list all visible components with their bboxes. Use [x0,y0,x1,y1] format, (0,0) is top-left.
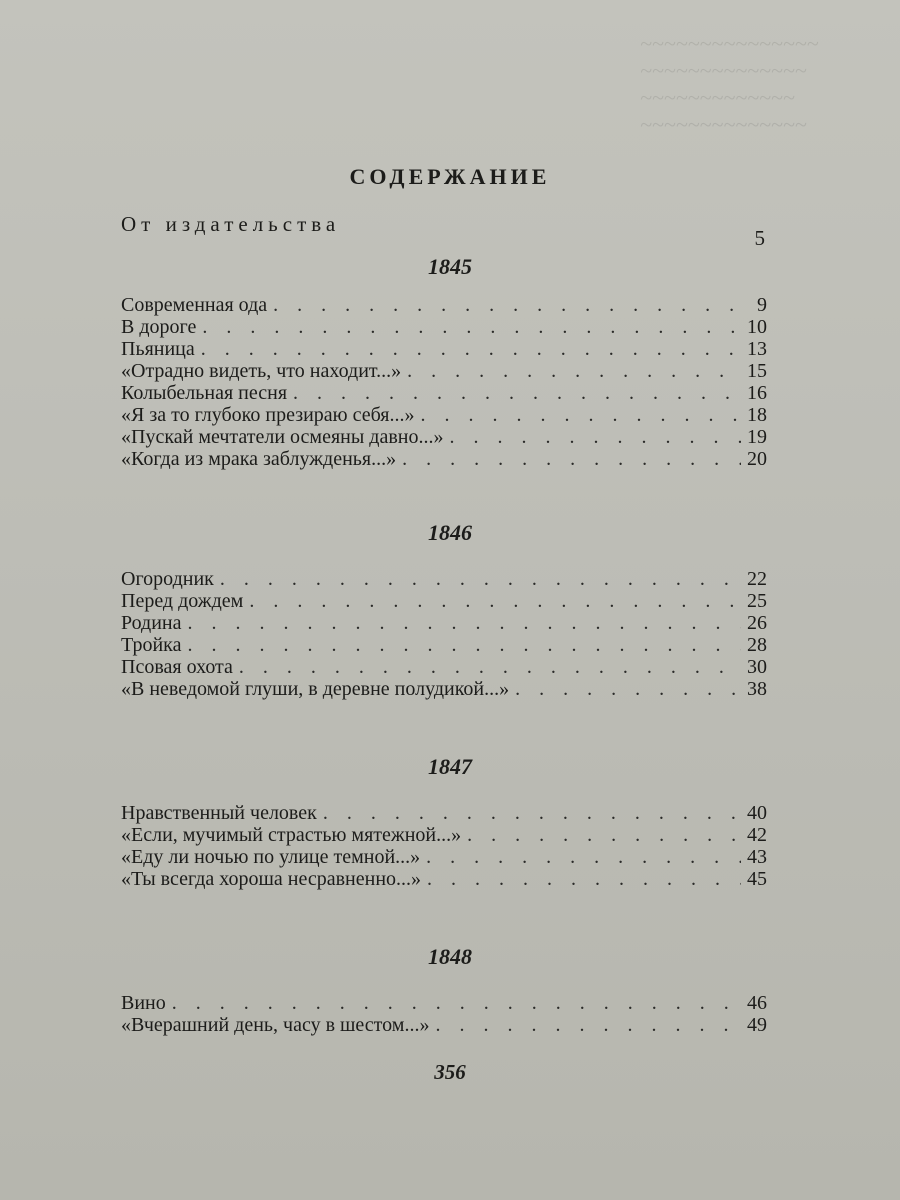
entry-title: «Ты всегда хороша несравненно...» [121,868,422,890]
entry-page: 10 [747,316,767,338]
page-number: 356 [434,1060,466,1084]
leader-dots [426,846,741,868]
entry-title: «Пускай мечтатели осмеяны давно...» [121,426,444,448]
entry-title: «Я за то глубоко презираю себя...» [121,404,415,426]
leader-dots [187,634,741,656]
toc-entry[interactable] [121,448,767,470]
entry-page: 18 [747,404,767,426]
bleed-through-text: ~~~~~~~~~~~~~~~ ~~~~~~~~~~~~~~ ~~~~~~~~~~~~~ ~~~~~~~~~~~~~~ [640,31,819,137]
toc-entry[interactable] [121,846,767,868]
entry-page: 46 [747,992,767,1014]
entry-title: Огородник [121,568,214,590]
entry-page: 26 [747,612,767,634]
leader-dots [467,824,741,846]
entry-title: «В неведомой глуши, в деревне полудикой...» [121,678,510,700]
leader-dots [407,360,741,382]
leader-dots [323,802,741,824]
toc-entry[interactable] [121,590,767,612]
leader-dots [188,612,741,634]
toc-entry[interactable] [121,338,767,360]
entry-title: Колыбельная песня [121,382,288,404]
entry-page: 49 [747,1014,767,1036]
leader-dots [202,316,741,338]
entry-page: 13 [747,338,767,360]
entry-page: 30 [747,656,767,678]
toc-entry[interactable] [121,316,767,338]
entry-title: Вино [121,992,166,1014]
toc-entry[interactable] [121,404,767,426]
entry-title: В дороге [121,316,197,338]
toc-section-1847 [121,802,767,890]
leader-dots [427,868,741,890]
entry-title: «Вчерашний день, часу в шестом...» [121,1014,430,1036]
entry-page: 42 [747,824,767,846]
entry-title: Псовая охота [121,656,233,678]
entry-page: 19 [747,426,767,448]
entry-page: 38 [747,678,767,700]
preface-page-number: 5 [754,226,765,250]
toc-entry[interactable] [121,294,767,316]
toc-entry[interactable] [121,824,767,846]
toc-entry[interactable] [121,634,767,656]
toc-entry[interactable] [121,802,767,824]
preface-title: От издательства [121,212,341,236]
year-heading-1845: 1845 [428,254,472,279]
year-heading-1847: 1847 [428,754,472,779]
toc-section-1845 [121,294,767,470]
year-heading-1846: 1846 [428,520,472,545]
entry-page: 22 [747,568,767,590]
leader-dots [450,426,742,448]
toc-entry[interactable] [121,678,767,700]
toc-entry[interactable] [121,868,767,890]
leader-dots [402,448,741,470]
leader-dots [435,1014,741,1036]
entry-page: 40 [747,802,767,824]
leader-dots [220,568,741,590]
leader-dots [201,338,741,360]
entry-title: Тройка [121,634,182,656]
contents-title: СОДЕРЖАНИЕ [349,164,551,189]
entry-page: 15 [747,360,767,382]
entry-page: 28 [747,634,767,656]
toc-entry[interactable] [121,426,767,448]
entry-title: «Если, мучимый страстью мятежной...» [121,824,462,846]
entry-title: Нравственный человек [121,802,317,824]
entry-title: Современная ода [121,294,268,316]
toc-entry[interactable] [121,568,767,590]
leader-dots [273,294,751,316]
entry-title: «Еду ли ночью по улице темной...» [121,846,421,868]
leader-dots [293,382,741,404]
entry-title: «Когда из мрака заблужденья...» [121,448,397,470]
leader-dots [421,404,742,426]
entry-page: 20 [747,448,767,470]
toc-section-1846 [121,568,767,700]
leader-dots [172,992,741,1014]
toc-section-1848 [121,992,767,1036]
toc-entry[interactable] [121,1014,767,1036]
entry-title: Перед дождем [121,590,244,612]
toc-entry[interactable] [121,612,767,634]
entry-page: 16 [747,382,767,404]
toc-entry[interactable] [121,656,767,678]
leader-dots [249,590,741,612]
entry-page: 45 [747,868,767,890]
entry-page: 43 [747,846,767,868]
year-heading-1848: 1848 [428,944,472,969]
toc-entry[interactable] [121,360,767,382]
leader-dots [515,678,741,700]
toc-entry[interactable] [121,992,767,1014]
entry-title: Родина [121,612,182,634]
entry-page: 9 [757,294,767,316]
entry-title: Пьяница [121,338,195,360]
entry-page: 25 [747,590,767,612]
leader-dots [239,656,741,678]
toc-entry[interactable] [121,382,767,404]
entry-title: «Отрадно видеть, что находит...» [121,360,402,382]
